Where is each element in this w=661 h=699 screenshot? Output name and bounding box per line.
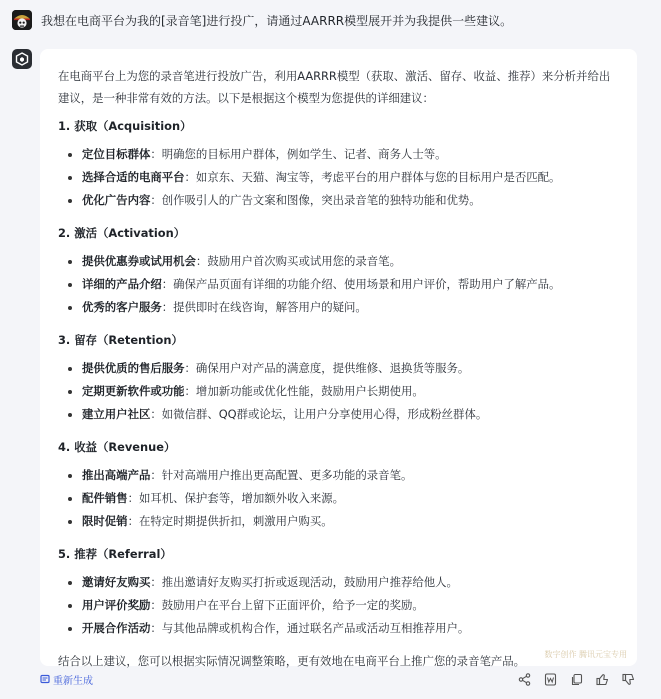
- item-label: 推出高端产品: [82, 468, 151, 482]
- item-text: ：确保产品页面有详细的功能介绍、使用场景和用户评价，帮助用户了解产品。: [161, 277, 561, 291]
- regenerate-label: 重新生成: [53, 675, 93, 687]
- item-label: 用户评价奖励: [82, 598, 151, 612]
- list-item: [58, 571, 619, 594]
- list-item: [58, 296, 619, 319]
- item-label: 定期更新软件或功能: [82, 384, 185, 398]
- regenerate-button[interactable]: [40, 672, 93, 687]
- list-item: [58, 464, 619, 487]
- user-message-text: 我想在电商平台为我的[录音笔]进行投广，请通过AARRR模型展开并为我提供一些建议。: [41, 13, 513, 28]
- item-label: 优化广告内容: [82, 193, 151, 207]
- section-title: 4. 收益（Revenue）: [58, 440, 176, 454]
- bullet-list: [58, 250, 619, 319]
- item-label: 提供优惠券或试用机会: [82, 254, 196, 268]
- item-text: ：如京东、天猫、淘宝等，考虑平台的用户群体与您的目标用户是否匹配。: [184, 170, 561, 184]
- item-label: 选择合适的电商平台: [82, 170, 185, 184]
- assistant-response-card: [40, 49, 637, 666]
- section-title: 1. 获取（Acquisition）: [58, 119, 192, 133]
- bullet-list: [58, 571, 619, 640]
- list-item: [58, 403, 619, 426]
- item-label: 详细的产品介绍: [82, 277, 162, 291]
- bullet-list: [58, 143, 619, 212]
- item-text: ：针对高端用户推出更高配置、更多功能的录音笔。: [150, 468, 413, 482]
- response-conclusion: 结合以上建议，您可以根据实际情况调整策略，更有效地在电商平台上推广您的录音笔产品。: [58, 654, 526, 668]
- item-label: 配件销售: [82, 491, 128, 505]
- item-text: ：鼓励用户首次购买或试用您的录音笔。: [195, 254, 401, 268]
- section-acquisition: [58, 115, 619, 212]
- section-referral: [58, 543, 619, 640]
- section-retention: [58, 329, 619, 426]
- list-item: [58, 273, 619, 296]
- response-intro: 在电商平台上为您的录音笔进行投放广告，利用AARRR模型（获取、激活、留存、收益、推荐）来分析并给出建议，是一种非常有效的方法。以下是根据这个模型为您提供的详细建议：: [58, 69, 611, 105]
- response-footer: [40, 670, 637, 688]
- item-label: 优秀的客户服务: [82, 300, 162, 314]
- copy-icon[interactable]: [567, 670, 585, 688]
- section-title: 5. 推荐（Referral）: [58, 547, 172, 561]
- section-activation: [58, 222, 619, 319]
- section-title: 2. 激活（Activation）: [58, 226, 186, 240]
- item-label: 建立用户社区: [82, 407, 151, 421]
- list-item: [58, 189, 619, 212]
- list-item: [58, 617, 619, 640]
- item-label: 限时促销: [82, 514, 128, 528]
- share-icon[interactable]: [515, 670, 533, 688]
- section-title: 3. 留存（Retention）: [58, 333, 183, 347]
- thumbs-down-icon[interactable]: [619, 670, 637, 688]
- list-item: [58, 380, 619, 403]
- item-text: ：确保用户对产品的满意度，提供维修、退换货等服务。: [184, 361, 470, 375]
- assistant-logo-icon: [15, 52, 29, 66]
- item-text: ：创作吸引人的广告文案和图像，突出录音笔的独特功能和优势。: [150, 193, 481, 207]
- list-item: [58, 166, 619, 189]
- item-text: ：在特定时期提供折扣，刺激用户购买。: [127, 514, 333, 528]
- list-item: [58, 250, 619, 273]
- bullet-list: [58, 357, 619, 426]
- bullet-list: [58, 464, 619, 533]
- list-item: [58, 594, 619, 617]
- item-text: ：与其他品牌或机构合作，通过联名产品或活动互相推荐用户。: [150, 621, 470, 635]
- list-item: [58, 510, 619, 533]
- section-revenue: [58, 436, 619, 533]
- item-text: ：鼓励用户在平台上留下正面评价，给予一定的奖励。: [150, 598, 424, 612]
- assistant-avatar: [12, 49, 32, 69]
- list-item: [58, 487, 619, 510]
- thumbs-up-icon[interactable]: [593, 670, 611, 688]
- user-message-row: [12, 10, 649, 30]
- list-item: [58, 357, 619, 380]
- item-label: 定位目标群体: [82, 147, 151, 161]
- list-item: [58, 143, 619, 166]
- item-text: ：增加新功能或优化性能，鼓励用户长期使用。: [184, 384, 424, 398]
- word-export-icon[interactable]: [541, 670, 559, 688]
- item-text: ：提供即时在线咨询，解答用户的疑问。: [161, 300, 367, 314]
- item-text: ：如耳机、保护套等，增加额外收入来源。: [127, 491, 345, 505]
- pirate-skull-icon: [12, 10, 32, 30]
- regenerate-icon: [40, 674, 50, 684]
- item-label: 开展合作活动: [82, 621, 151, 635]
- item-text: ：如微信群、QQ群或论坛，让用户分享使用心得，形成粉丝群体。: [150, 407, 488, 421]
- item-text: ：明确您的目标用户群体，例如学生、记者、商务人士等。: [150, 147, 447, 161]
- user-avatar[interactable]: [12, 10, 32, 30]
- response-actions: [515, 670, 637, 688]
- ai-watermark: 数字创作 腾讯元宝专用: [544, 650, 627, 659]
- item-label: 邀请好友购买: [82, 575, 151, 589]
- item-label: 提供优质的售后服务: [82, 361, 185, 375]
- item-text: ：推出邀请好友购买打折或返现活动，鼓励用户推荐给他人。: [150, 575, 458, 589]
